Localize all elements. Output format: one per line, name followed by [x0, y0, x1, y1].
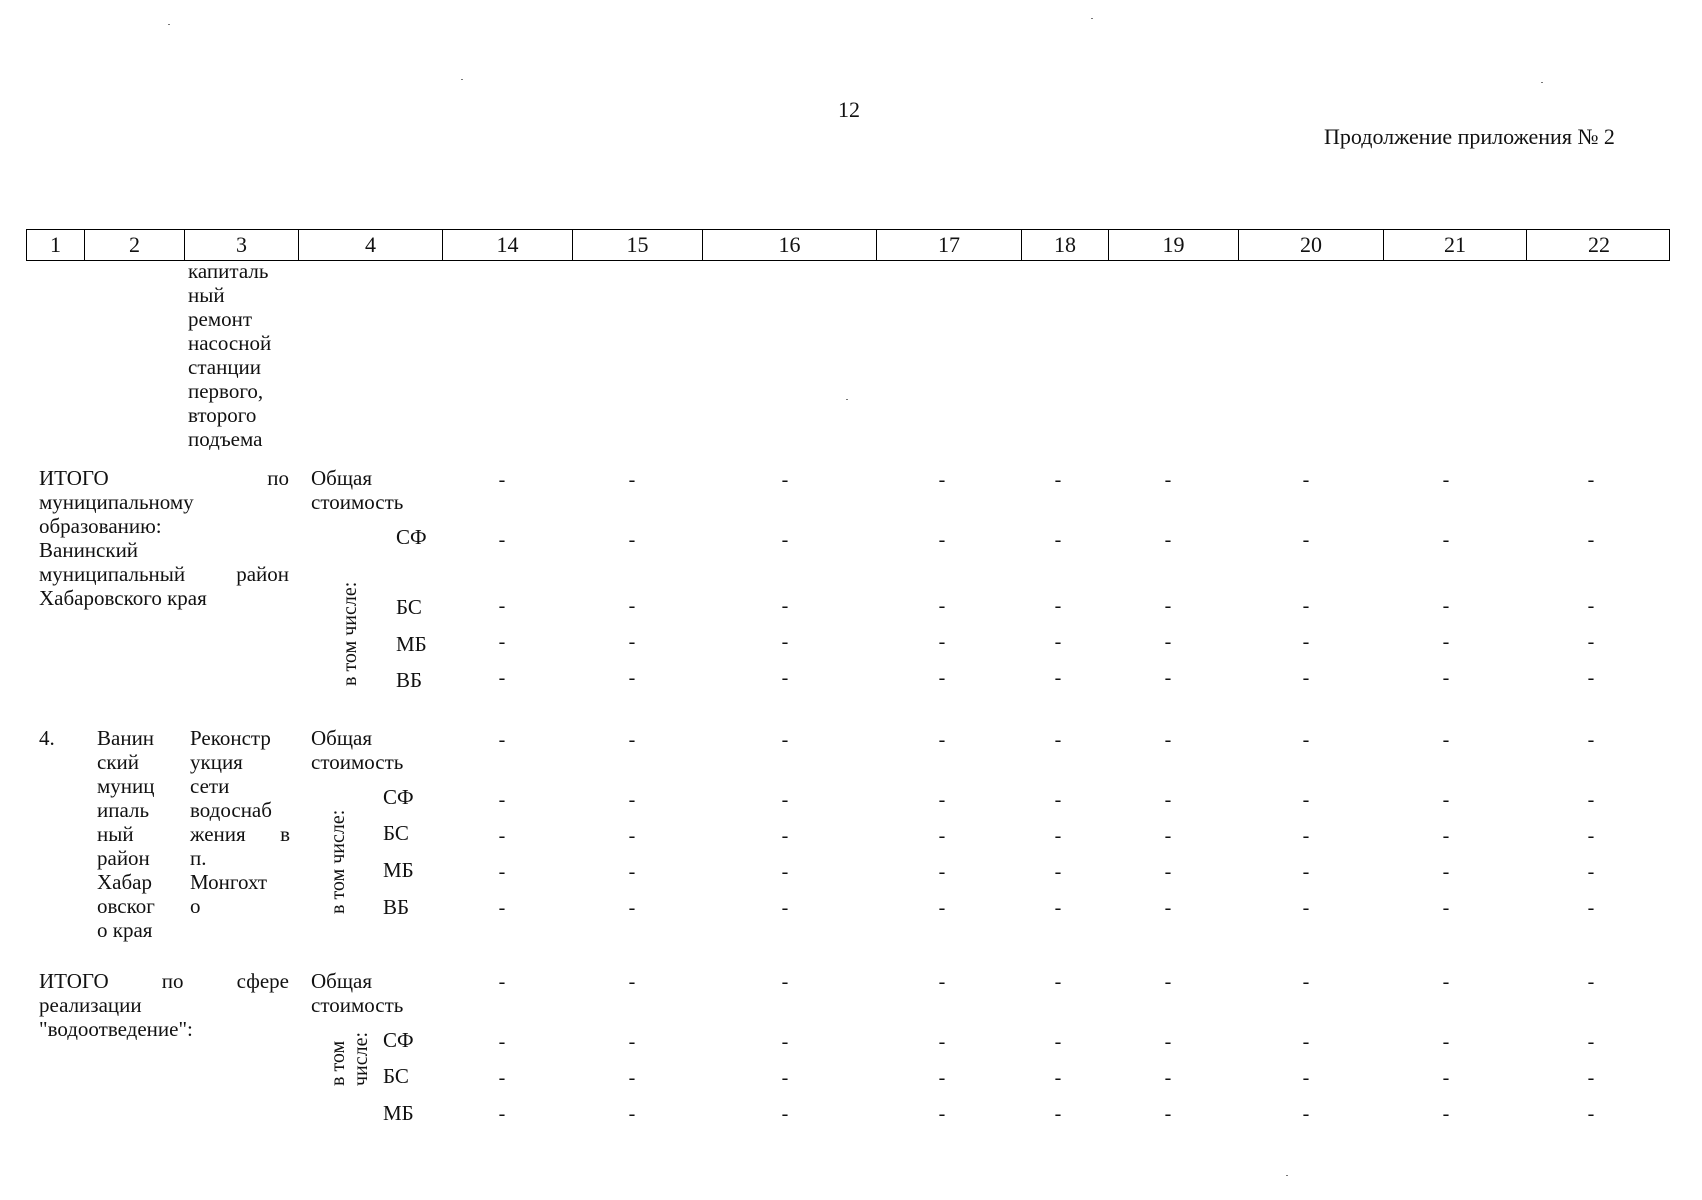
value-cell: -: [1164, 1067, 1172, 1089]
value-cell: -: [1164, 1103, 1172, 1125]
value-cell: -: [1302, 789, 1310, 811]
value-cell: -: [1587, 789, 1595, 811]
value-cell: -: [1054, 729, 1062, 751]
value-cell: -: [938, 469, 946, 491]
value-cell: -: [1054, 1031, 1062, 1053]
value-cell: -: [628, 595, 636, 617]
value-cell: -: [1164, 529, 1172, 551]
value-cell: -: [1587, 667, 1595, 689]
header-col-20: 20: [1239, 230, 1384, 260]
header-col-17: 17: [877, 230, 1022, 260]
scan-speck: [846, 399, 848, 400]
value-cell: -: [628, 825, 636, 847]
value-cell: -: [938, 595, 946, 617]
value-cell: -: [628, 861, 636, 883]
header-col-3: 3: [185, 230, 299, 260]
section1-incl-label: в том числе:: [339, 581, 361, 686]
value-cell: -: [628, 1067, 636, 1089]
header-col-2: 2: [85, 230, 185, 260]
value-cell: -: [1442, 1031, 1450, 1053]
value-cell: -: [938, 789, 946, 811]
section2-number: 4.: [39, 726, 55, 750]
value-cell: -: [1442, 1067, 1450, 1089]
value-cell: -: [1442, 789, 1450, 811]
value-cell: -: [1302, 861, 1310, 883]
value-cell: -: [1587, 469, 1595, 491]
value-cell: -: [628, 729, 636, 751]
header-col-21: 21: [1384, 230, 1527, 260]
value-cell: -: [781, 971, 789, 993]
value-cell: -: [1442, 729, 1450, 751]
section3-incl-label-line2: числе:: [350, 1031, 372, 1086]
value-cell: -: [1054, 825, 1062, 847]
value-cell: -: [1587, 861, 1595, 883]
scan-speck: [168, 24, 170, 25]
value-cell: -: [628, 469, 636, 491]
section2-source-bs: БС: [383, 821, 409, 845]
value-cell: -: [1164, 861, 1172, 883]
value-cell: -: [1302, 971, 1310, 993]
value-cell: -: [1164, 469, 1172, 491]
header-col-16: 16: [703, 230, 877, 260]
value-cell: -: [1302, 1031, 1310, 1053]
section1-source-mb: МБ: [396, 632, 427, 656]
value-cell: -: [498, 1067, 506, 1089]
section2-total-label: Общая стоимость: [311, 726, 404, 774]
value-cell: -: [938, 631, 946, 653]
value-cell: -: [1164, 971, 1172, 993]
value-cell: -: [498, 897, 506, 919]
header-col-1: 1: [27, 230, 85, 260]
value-cell: -: [1054, 529, 1062, 551]
value-cell: -: [1302, 825, 1310, 847]
value-cell: -: [1164, 1031, 1172, 1053]
value-cell: -: [781, 667, 789, 689]
value-cell: -: [1054, 1103, 1062, 1125]
carryover-object-description: капиталь ный ремонт насосной станции первого, второго подъема: [188, 259, 272, 451]
section3-incl-label-line1: в том: [327, 1040, 349, 1086]
value-cell: -: [781, 1067, 789, 1089]
value-cell: -: [1302, 469, 1310, 491]
value-cell: -: [781, 861, 789, 883]
value-cell: -: [781, 897, 789, 919]
value-cell: -: [938, 971, 946, 993]
section3-source-mb: МБ: [383, 1101, 414, 1125]
value-cell: -: [781, 595, 789, 617]
value-cell: -: [1054, 667, 1062, 689]
header-col-15: 15: [573, 230, 703, 260]
table-header-row: [26, 229, 1670, 261]
value-cell: -: [498, 729, 506, 751]
value-cell: -: [781, 729, 789, 751]
value-cell: -: [498, 789, 506, 811]
section1-total-label: Общая стоимость: [311, 466, 404, 514]
header-col-4: 4: [299, 230, 443, 260]
annex-title: Продолжение приложения № 2: [1324, 124, 1615, 149]
value-cell: -: [1587, 529, 1595, 551]
value-cell: -: [938, 825, 946, 847]
value-cell: -: [498, 595, 506, 617]
section3-total-label: Общая стоимость: [311, 969, 404, 1017]
value-cell: -: [1164, 897, 1172, 919]
value-cell: -: [498, 469, 506, 491]
value-cell: -: [781, 469, 789, 491]
value-cell: -: [1587, 729, 1595, 751]
value-cell: -: [1054, 971, 1062, 993]
value-cell: -: [628, 631, 636, 653]
value-cell: -: [1054, 631, 1062, 653]
value-cell: -: [781, 1031, 789, 1053]
value-cell: -: [1442, 971, 1450, 993]
scan-speck: [1286, 1175, 1288, 1176]
value-cell: -: [1442, 825, 1450, 847]
value-cell: -: [781, 1103, 789, 1125]
section2-incl-label: в том числе:: [327, 809, 349, 914]
value-cell: -: [498, 1103, 506, 1125]
section3-source-sf: СФ: [383, 1028, 414, 1052]
value-cell: -: [498, 1031, 506, 1053]
section1-source-vb: ВБ: [396, 668, 423, 692]
header-col-18: 18: [1022, 230, 1109, 260]
value-cell: -: [1302, 1067, 1310, 1089]
value-cell: -: [1164, 825, 1172, 847]
value-cell: -: [1442, 529, 1450, 551]
value-cell: -: [1054, 595, 1062, 617]
value-cell: -: [1587, 897, 1595, 919]
value-cell: -: [1442, 631, 1450, 653]
value-cell: -: [781, 529, 789, 551]
value-cell: -: [1442, 667, 1450, 689]
value-cell: -: [1054, 469, 1062, 491]
value-cell: -: [628, 667, 636, 689]
section2-source-mb: МБ: [383, 858, 414, 882]
value-cell: -: [1587, 595, 1595, 617]
value-cell: -: [628, 1031, 636, 1053]
value-cell: -: [781, 825, 789, 847]
section1-source-bs: БС: [396, 595, 422, 619]
value-cell: -: [1587, 631, 1595, 653]
value-cell: -: [1302, 595, 1310, 617]
value-cell: -: [1442, 469, 1450, 491]
header-col-19: 19: [1109, 230, 1239, 260]
section1-source-sf: СФ: [396, 525, 427, 549]
value-cell: -: [1587, 1031, 1595, 1053]
value-cell: -: [498, 529, 506, 551]
value-cell: -: [1302, 529, 1310, 551]
value-cell: -: [1587, 971, 1595, 993]
value-cell: -: [1442, 1103, 1450, 1125]
value-cell: -: [628, 897, 636, 919]
value-cell: -: [1054, 897, 1062, 919]
value-cell: -: [1054, 861, 1062, 883]
value-cell: -: [1054, 789, 1062, 811]
value-cell: -: [628, 1103, 636, 1125]
scan-speck: [1091, 18, 1093, 19]
value-cell: -: [1164, 789, 1172, 811]
value-cell: -: [1442, 897, 1450, 919]
value-cell: -: [1302, 729, 1310, 751]
header-col-14: 14: [443, 230, 573, 260]
value-cell: -: [781, 631, 789, 653]
value-cell: -: [938, 1103, 946, 1125]
header-col-22: 22: [1588, 232, 1610, 257]
section2-object-description: Реконстр укция сети водоснаб жения в п. Монгохт о: [190, 726, 290, 918]
value-cell: -: [498, 631, 506, 653]
value-cell: -: [1164, 667, 1172, 689]
value-cell: -: [628, 971, 636, 993]
value-cell: -: [781, 789, 789, 811]
value-cell: -: [1164, 595, 1172, 617]
section2-municipality: Ванин ский муниц ипаль ный район Хабар овског о края: [97, 726, 155, 942]
value-cell: -: [498, 971, 506, 993]
section2-source-vb: ВБ: [383, 895, 410, 919]
value-cell: -: [1587, 1103, 1595, 1125]
page-number: 12: [838, 97, 860, 122]
section2-source-sf: СФ: [383, 785, 414, 809]
value-cell: -: [498, 861, 506, 883]
value-cell: -: [1587, 1067, 1595, 1089]
scan-speck: [461, 79, 463, 80]
value-cell: -: [1302, 631, 1310, 653]
value-cell: -: [498, 825, 506, 847]
value-cell: -: [1054, 1067, 1062, 1089]
value-cell: -: [938, 1031, 946, 1053]
value-cell: -: [938, 1067, 946, 1089]
section1-title: ИТОГО по муниципальному образованию: Ванинский муниципальный район Хабаровского края: [39, 466, 289, 610]
value-cell: -: [938, 529, 946, 551]
value-cell: -: [938, 861, 946, 883]
scan-speck: [1541, 82, 1543, 83]
value-cell: -: [1302, 667, 1310, 689]
value-cell: -: [938, 667, 946, 689]
value-cell: -: [1442, 861, 1450, 883]
value-cell: -: [1164, 631, 1172, 653]
value-cell: -: [1302, 1103, 1310, 1125]
value-cell: -: [1164, 729, 1172, 751]
value-cell: -: [938, 897, 946, 919]
section3-source-bs: БС: [383, 1064, 409, 1088]
value-cell: -: [628, 529, 636, 551]
value-cell: -: [498, 667, 506, 689]
section3-title: ИТОГО по сфере реализации "водоотведение":: [39, 969, 289, 1041]
value-cell: -: [938, 729, 946, 751]
value-cell: -: [1302, 897, 1310, 919]
value-cell: -: [1587, 825, 1595, 847]
value-cell: -: [1442, 595, 1450, 617]
value-cell: -: [628, 789, 636, 811]
